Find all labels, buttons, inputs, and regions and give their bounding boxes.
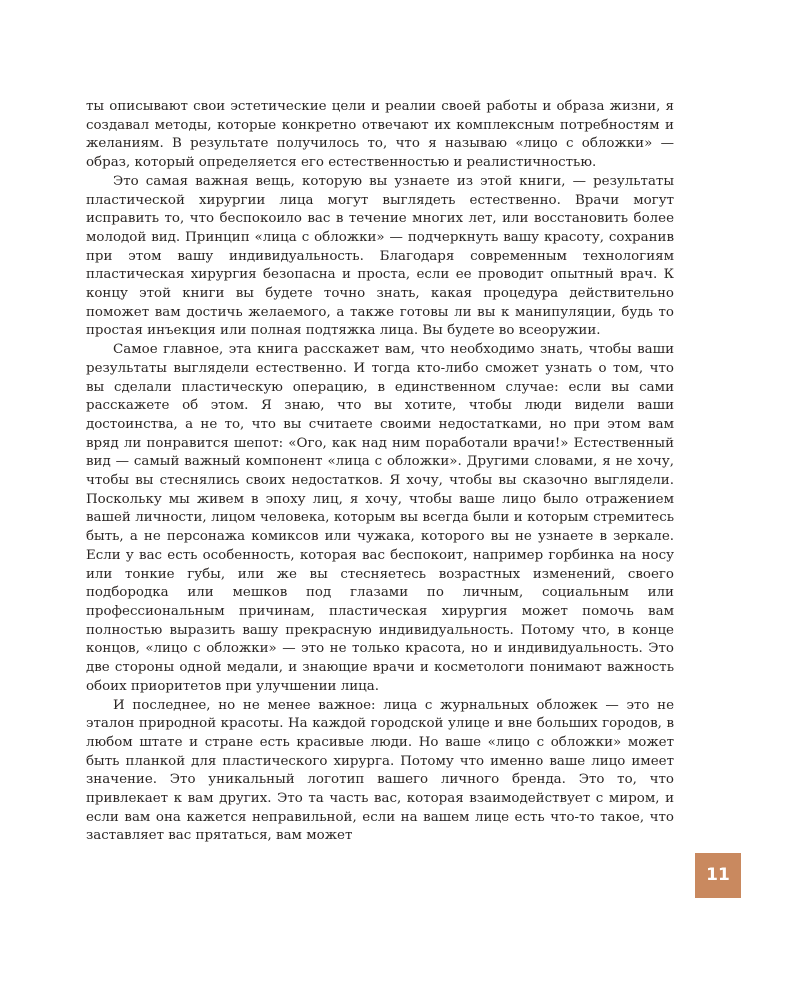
page-number-badge: 11 — [695, 853, 741, 898]
paragraph-continued: ты описывают свои эстетические цели и реалии своей работы и образа жизни, я создавал методы, которые конкретно отвечают их комплексным потребностям и желаниям. В результате получилось то, что я называю «лицо с обложки» — образ, который определяется его естественностью и реалистичностью. — [86, 99, 674, 171]
paragraph: Это самая важная вещь, которую вы узнаете из этой книги, — результаты пластической хирургии лица могут выглядеть естественно. Врачи могут исправить то, что беспокоило вас в течение многих лет, или восстановить более молодой вид. Принцип «лица с обложки» — подчеркнуть вашу красоту, сохранив при этом вашу индивидуальность. Благодаря современным технологиям пластическая хирургия безопасна и проста, если ее проводит опытный врач. К концу этой книги вы будете точно знать, какая процедура действительно поможет вам достичь желаемого, а также готовы ли вы к манипуляции, будь то простая инъекция или полная подтяжка лица. Вы будете во всеоружии. — [86, 173, 674, 339]
paragraph: И последнее, но не менее важное: лица с журнальных обложек — это не эталон природной красоты. На каждой городской улице и вне больших городов, в любом штате и стране есть красивые люди. Но ваше «лицо с обложки» может быть планкой для пластического хирурга. Потому что именно ваше лицо имеет значение. Это уникальный логотип вашего личного бренда. Это то, что привлекает к вам других. Это та часть вас, которая взаимодействует с миром, и если вам она кажется неправильной, если на вашем лице есть что-то такое, что заставляет вас прятаться, вам может — [86, 697, 674, 844]
body-text — [86, 98, 674, 846]
paragraph: Самое главное, эта книга расскажет вам, что необходимо знать, чтобы ваши результаты выглядели естественно. И тогда кто-либо сможет узнать о том, что вы сделали пластическую операцию, в единственном случае: если вы сами расскажете об этом. Я знаю, что вы хотите, чтобы люди видели ваши достоинства, а не то, что вы считаете своими недостатками, но при этом вам вряд ли понравится шепот: «Ого, как над ним поработали врачи!» Естественный вид — самый важный компонент «лица с обложки». Другими словами, я не хочу, чтобы вы стеснялись своих недостатков. Я хочу, чтобы вы сказочно выглядели. Поскольку мы живем в эпоху лиц, я хочу, чтобы ваше лицо было отражением вашей личности, лицом человека, которым вы всегда были и которым стремитесь быть, а не персонажа комиксов или чужака, которого вы не узнаете в зеркале. Если у вас есть особенность, которая вас беспокоит, например горбинка на носу или тонкие губы, или же вы стесняетесь возрастных изменений, своего подбородка или мешков под глазами по личным, социальным или профессиональным причинам, пластическая хирургия может помочь вам полностью выразить вашу прекрасную индивидуальность. Потому что, в конце концов, «лицо с обложки» — это не только красота, но и индивидуальность. Это две стороны одной медали, и знающие врачи и косметологи понимают важность обоих приоритетов при улучшении лица. — [86, 342, 674, 694]
